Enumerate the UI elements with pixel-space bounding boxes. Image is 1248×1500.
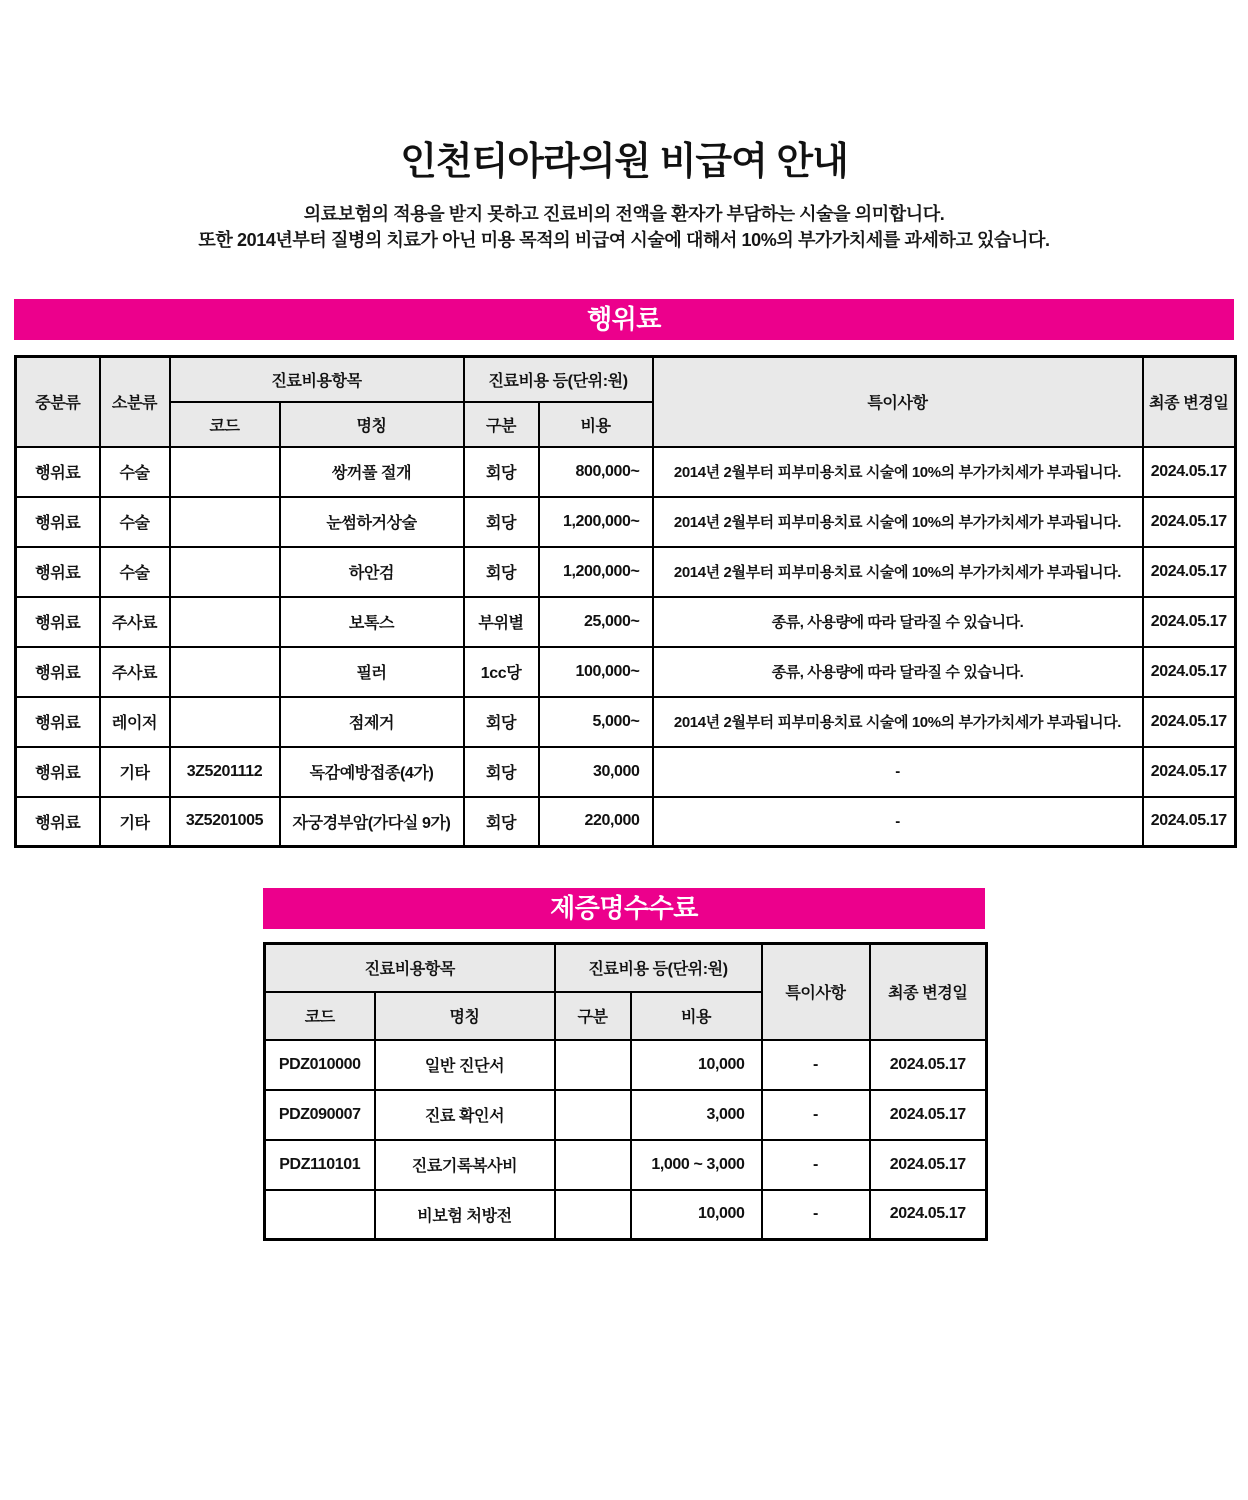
cell-updated: 2024.05.17: [870, 1090, 987, 1140]
cell-minor-category: 레이저: [100, 697, 170, 747]
table-header-row: [265, 944, 987, 992]
col-header-last-updated: 최종 변경일: [870, 944, 987, 1040]
cell-name: 비보험 처방전: [375, 1190, 555, 1240]
table-row: [16, 447, 1236, 497]
cell-notes: -: [653, 747, 1143, 797]
table-row: [265, 1040, 987, 1090]
cell-updated: 2024.05.17: [870, 1190, 987, 1240]
table-row: [16, 697, 1236, 747]
cell-cost: 30,000: [539, 747, 653, 797]
cell-name: 진료 확인서: [375, 1090, 555, 1140]
cell-updated: 2024.05.17: [870, 1140, 987, 1190]
cell-major-category: 행위료: [16, 497, 100, 547]
certificate-fees-table: [263, 942, 988, 1241]
cell-cost: 10,000: [631, 1040, 762, 1090]
cell-updated: 2024.05.17: [1143, 697, 1236, 747]
cell-code: PDZ010000: [265, 1040, 375, 1090]
cell-updated: 2024.05.17: [1143, 797, 1236, 847]
cell-updated: 2024.05.17: [1143, 497, 1236, 547]
cell-code: [170, 647, 280, 697]
cell-cost: 1,000 ~ 3,000: [631, 1140, 762, 1190]
cell-major-category: 행위료: [16, 797, 100, 847]
cell-name: 쌍꺼풀 절개: [280, 447, 464, 497]
cell-unit: 1cc당: [464, 647, 539, 697]
col-header-minor-category: 소분류: [100, 357, 170, 447]
certificate-fees-section: [263, 888, 985, 1241]
cell-name: 하안검: [280, 547, 464, 597]
col-header-fee-group: 진료비용 등(단위:원): [464, 357, 653, 402]
cell-name: 보톡스: [280, 597, 464, 647]
cell-notes: -: [762, 1140, 870, 1190]
col-header-notes: 특이사항: [762, 944, 870, 1040]
col-header-unit: 구분: [464, 402, 539, 447]
cell-code: PDZ090007: [265, 1090, 375, 1140]
col-header-major-category: 중분류: [16, 357, 100, 447]
page-header: [0, 0, 1248, 253]
page-title: 인천티아라의원 비급여 안내: [400, 141, 848, 183]
col-header-fee-item-group: 진료비용항목: [265, 944, 555, 992]
cell-updated: 2024.05.17: [1143, 747, 1236, 797]
cell-notes: -: [762, 1190, 870, 1240]
cell-updated: 2024.05.17: [870, 1040, 987, 1090]
cell-cost: 3,000: [631, 1090, 762, 1140]
cell-unit: 부위별: [464, 597, 539, 647]
cell-unit: 회당: [464, 447, 539, 497]
cell-minor-category: 수술: [100, 547, 170, 597]
cell-major-category: 행위료: [16, 447, 100, 497]
cell-unit: 회당: [464, 697, 539, 747]
cell-updated: 2024.05.17: [1143, 547, 1236, 597]
col-header-name: 명칭: [280, 402, 464, 447]
cell-code: 3Z5201005: [170, 797, 280, 847]
cell-code: 3Z5201112: [170, 747, 280, 797]
cell-name: 진료기록복사비: [375, 1140, 555, 1190]
procedure-fees-table: [14, 355, 1237, 848]
cell-notes: 종류, 사용량에 따라 달라질 수 있습니다.: [653, 647, 1143, 697]
cell-unit: [555, 1140, 631, 1190]
procedure-fees-section: [14, 299, 1234, 848]
table-row: [16, 797, 1236, 847]
cell-name: 점제거: [280, 697, 464, 747]
cell-code: PDZ110101: [265, 1140, 375, 1190]
cell-major-category: 행위료: [16, 697, 100, 747]
col-header-cost: 비용: [539, 402, 653, 447]
cell-code: [170, 597, 280, 647]
cell-name: 자궁경부암(가다실 9가): [280, 797, 464, 847]
cell-updated: 2024.05.17: [1143, 447, 1236, 497]
cell-notes: -: [762, 1090, 870, 1140]
procedure-fees-banner: 행위료: [14, 299, 1234, 340]
col-header-cost: 비용: [631, 992, 762, 1040]
table-row: [265, 1090, 987, 1140]
cell-cost: 100,000~: [539, 647, 653, 697]
col-header-code: 코드: [265, 992, 375, 1040]
col-header-fee-item-group: 진료비용항목: [170, 357, 464, 402]
cell-unit: 회당: [464, 747, 539, 797]
cell-unit: 회당: [464, 497, 539, 547]
cell-code: [265, 1190, 375, 1240]
col-header-notes: 특이사항: [653, 357, 1143, 447]
cell-name: 필러: [280, 647, 464, 697]
cell-minor-category: 수술: [100, 497, 170, 547]
cell-name: 독감예방접종(4가): [280, 747, 464, 797]
cell-minor-category: 기타: [100, 747, 170, 797]
cell-minor-category: 기타: [100, 797, 170, 847]
cell-cost: 25,000~: [539, 597, 653, 647]
cell-updated: 2024.05.17: [1143, 597, 1236, 647]
col-header-last-updated: 최종 변경일: [1143, 357, 1236, 447]
table-row: [16, 647, 1236, 697]
cell-unit: [555, 1090, 631, 1140]
cell-unit: [555, 1040, 631, 1090]
table-row: [16, 497, 1236, 547]
table-row: [16, 547, 1236, 597]
page-subtitle-line1: 의료보험의 적용을 받지 못하고 진료비의 전액을 환자가 부담하는 시술을 의미합니다.: [303, 204, 945, 224]
cell-major-category: 행위료: [16, 747, 100, 797]
page-subtitle-line2: 또한 2014년부터 질병의 치료가 아닌 미용 목적의 비급여 시술에 대해서 10%의 부가가치세를 과세하고 있습니다.: [198, 230, 1050, 250]
cell-unit: 회당: [464, 547, 539, 597]
certificate-fees-banner: 제증명수수료: [263, 888, 985, 929]
col-header-name: 명칭: [375, 992, 555, 1040]
cell-unit: 회당: [464, 797, 539, 847]
col-header-unit: 구분: [555, 992, 631, 1040]
table-header-row: [16, 357, 1236, 402]
table-row: [16, 597, 1236, 647]
cell-notes: 2014년 2월부터 피부미용치료 시술에 10%의 부가가치세가 부과됩니다.: [653, 497, 1143, 547]
cell-cost: 800,000~: [539, 447, 653, 497]
cell-notes: 종류, 사용량에 따라 달라질 수 있습니다.: [653, 597, 1143, 647]
cell-notes: 2014년 2월부터 피부미용치료 시술에 10%의 부가가치세가 부과됩니다.: [653, 447, 1143, 497]
cell-minor-category: 주사료: [100, 647, 170, 697]
table-row: [16, 747, 1236, 797]
cell-cost: 1,200,000~: [539, 497, 653, 547]
table-row: [265, 1140, 987, 1190]
cell-code: [170, 447, 280, 497]
cell-cost: 1,200,000~: [539, 547, 653, 597]
cell-major-category: 행위료: [16, 547, 100, 597]
cell-code: [170, 697, 280, 747]
cell-name: 눈썸하거상술: [280, 497, 464, 547]
col-header-fee-group: 진료비용 등(단위:원): [555, 944, 762, 992]
cell-name: 일반 진단서: [375, 1040, 555, 1090]
col-header-code: 코드: [170, 402, 280, 447]
cell-notes: -: [762, 1040, 870, 1090]
cell-minor-category: 수술: [100, 447, 170, 497]
cell-unit: [555, 1190, 631, 1240]
cell-code: [170, 547, 280, 597]
cell-notes: 2014년 2월부터 피부미용치료 시술에 10%의 부가가치세가 부과됩니다.: [653, 547, 1143, 597]
cell-cost: 220,000: [539, 797, 653, 847]
cell-notes: -: [653, 797, 1143, 847]
cell-notes: 2014년 2월부터 피부미용치료 시술에 10%의 부가가치세가 부과됩니다.: [653, 697, 1143, 747]
cell-cost: 5,000~: [539, 697, 653, 747]
cell-cost: 10,000: [631, 1190, 762, 1240]
cell-minor-category: 주사료: [100, 597, 170, 647]
table-row: [265, 1190, 987, 1240]
cell-major-category: 행위료: [16, 597, 100, 647]
cell-code: [170, 497, 280, 547]
cell-major-category: 행위료: [16, 647, 100, 697]
cell-updated: 2024.05.17: [1143, 647, 1236, 697]
